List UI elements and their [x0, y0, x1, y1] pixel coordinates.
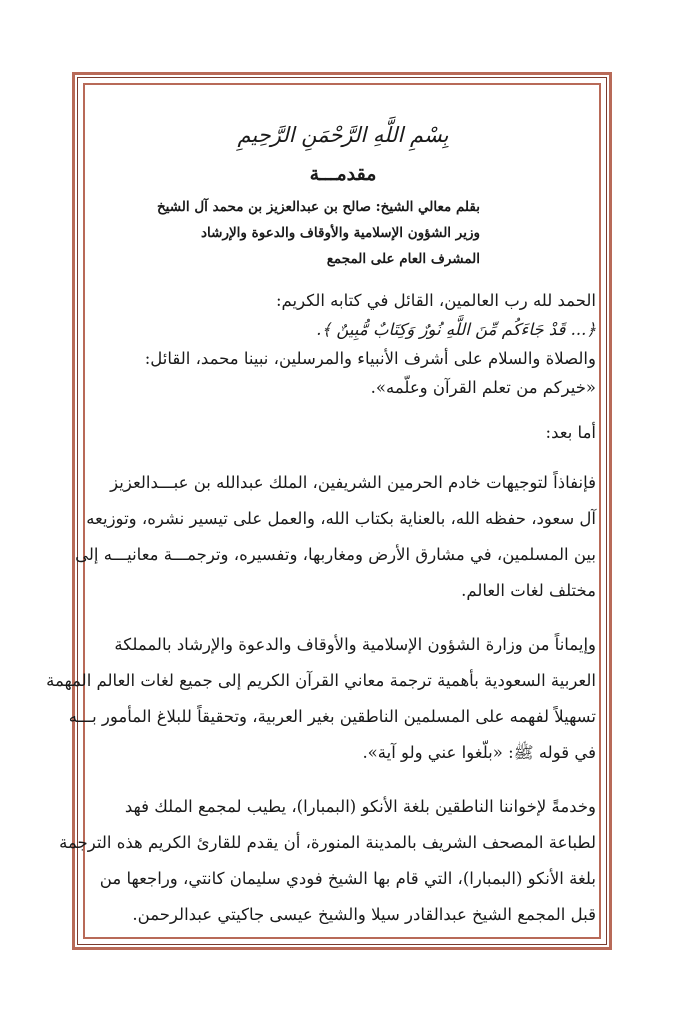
- paragraph-line: مختلف لغات العالم.: [461, 581, 596, 600]
- paragraph: [59, 789, 596, 933]
- byline-line: وزير الشؤون الإسلامية والأوقاف والدعوة والإرشاد: [201, 225, 480, 241]
- paragraph-line: فإنفاذاً لتوجيهات خادم الحرمين الشريفين، الملك عبدالله بن عبـــدالعزيز: [110, 473, 596, 492]
- hadith-quote: «خيركم من تعلم القرآن وعلّمه».: [370, 378, 596, 397]
- paragraph-line: تسهيلاً لفهمه على المسلمين الناطقين بغير العربية، وتحقيقاً للبلاغ المأمور بـــه: [68, 707, 596, 726]
- byline-line: بقلم معالي الشيخ: صالح بن عبدالعزيز بن محمد آل الشيخ: [156, 199, 480, 215]
- paragraph: [46, 627, 596, 771]
- opening-praise: الحمد لله رب العالمين، القائل في كتابه الكريم:: [275, 291, 596, 310]
- author-byline: [90, 194, 596, 272]
- paragraph-line: بين المسلمين، في مشارق الأرض ومغاربها، وتفسيره، وترجمـــة معانيـــه إلى: [75, 545, 596, 564]
- paragraph-line: وخدمةً لإخواننا الناطقين بلغة الأنكو (البمبارا)، يطيب لمجمع الملك فهد: [124, 797, 596, 816]
- paragraph-line: قبل المجمع الشيخ عبدالقادر سيلا والشيخ عيسى جاكيتي عبدالرحمن.: [132, 905, 596, 924]
- basmala: بِسْمِ اللَّهِ الرَّحْمَنِ الرَّحِيمِ: [237, 123, 449, 147]
- quran-verse: ﴿... قَدْ جَاءَكُم مِّنَ اللَّهِ نُورٌ وَكِتَابٌ مُّبِينٌ ﴾.: [316, 320, 596, 339]
- amma-bad: أما بعد:: [545, 423, 596, 442]
- paragraph-line: العربية السعودية بأهمية ترجمة معاني القرآن الكريم إلى جميع لغات العالم المهمة: [46, 671, 596, 690]
- page-title: مقدمـــة: [309, 163, 377, 185]
- byline-line: المشرف العام على المجمع: [326, 251, 480, 267]
- paragraph-line: وإيماناً من وزارة الشؤون الإسلامية والأوقاف والدعوة والإرشاد بالمملكة: [114, 635, 596, 654]
- paragraph: [75, 465, 596, 609]
- paragraph-line: آل سعود، حفظه الله، بالعناية بكتاب الله، والعمل على تيسير نشره، وتوزيعه: [86, 509, 596, 528]
- paragraph-line: في قوله ﷺ: «بلّغوا عني ولو آية».: [362, 743, 596, 762]
- paragraph-line: بلغة الأنكو (البمبارا)، التي قام بها الشيخ فودي سليمان كانتي، وراجعها من: [99, 869, 596, 888]
- page-content: [46, 118, 596, 933]
- paragraph-line: لطباعة المصحف الشريف بالمدينة المنورة، أن يقدم للقارئ الكريم هذه الترجمة: [59, 833, 596, 852]
- opening-salutation: والصلاة والسلام على أشرف الأنبياء والمرسلين، نبينا محمد، القائل:: [144, 349, 596, 368]
- body-text: [46, 286, 596, 933]
